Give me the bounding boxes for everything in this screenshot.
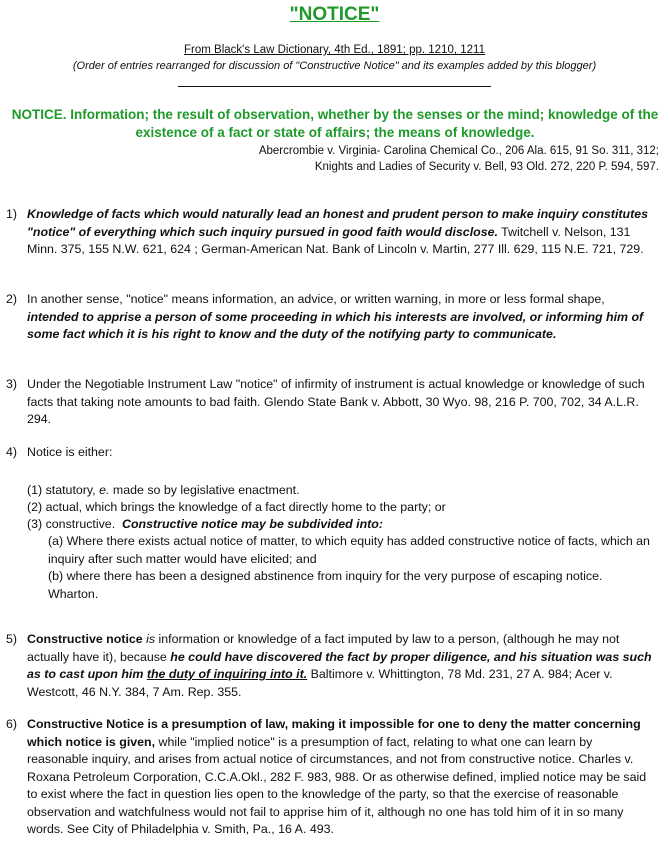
item-1-emphasis: Knowledge of facts which would naturally lead an honest and prudent person to make inquiry constitutes "notice" of everything which such inquiry pursued in good faith would disclose.	[27, 207, 648, 239]
divider	[178, 86, 491, 87]
item-4-actual: (2) actual, which brings the knowledge of a fact directly home to the party; or	[27, 500, 446, 514]
item-number: 3)	[6, 377, 18, 391]
item-4-subitem-b: (b) where there has been a designed abstinence from inquiry for the very purpose of escaping notice. Wharton.	[48, 569, 603, 601]
item-number: 4)	[6, 445, 18, 459]
item-5-lead: Constructive notice	[27, 632, 143, 646]
definition-citation-1: Abercrombie v. Virginia- Carolina Chemical Co., 206 Ala. 615, 91 So. 311, 312;	[258, 145, 659, 157]
item-1-citation: Twitchell v. Nelson, 131 Minn. 375, 155 N.W. 621, 624 ; German-American Nat. Bank of Lincoln v. Martin, 277 Ill. 629, 115 N.E. 721, 729.	[27, 224, 644, 256]
item-number: 5)	[6, 632, 18, 646]
definition-citation-2: Knights and Ladies of Security v. Bell, 93 Old. 272, 220 P. 594, 597.	[314, 161, 659, 173]
item-number: 6)	[6, 717, 18, 731]
list-item-1	[6, 206, 656, 259]
source-note: (Order of entries rearranged for discussion of "Constructive Notice" and its examples added by this blogger)	[72, 60, 597, 72]
list-item-3	[6, 376, 656, 429]
list-item-6	[6, 716, 656, 839]
source-line-text: From Black's Law Dictionary, 4th Ed., 1891; pp. 1210, 1211	[184, 44, 485, 56]
list-item-5	[6, 631, 656, 701]
item-4-statutory-label: (1) statutory,	[27, 483, 96, 497]
item-4-statutory	[27, 482, 657, 500]
item-4-statutory-abbr: e.	[99, 483, 110, 497]
item-5-emphasis: he could have discovered the fact by proper diligence, and his situation was such as to cast upon him	[27, 649, 652, 681]
item-5-is: is	[146, 632, 156, 646]
list-item-2	[6, 291, 656, 344]
item-6-lead: Constructive Notice is a presumption of law, making it impossible for one to deny the matter concerning which notice is given,	[27, 717, 641, 749]
page-title: "NOTICE"	[289, 4, 380, 25]
definition-text: NOTICE. Information; the result of observation, whether by the senses or the mind; knowledge of the existence of a fact or state of affairs; the means of knowledge.	[11, 107, 659, 140]
item-5-citation: Baltimore v. Whittington, 78 Md. 231, 27 A. 984; Acer v. Westcott, 46 N.Y. 384, 7 Am. Rep. 355.	[27, 667, 613, 699]
item-2-emphasis: intended to apprise a person of some proceeding in which his interests are involved, or informing him of some fact which it is his right to know and the duty of the notifying party to communicate.	[27, 309, 644, 341]
item-4-constructive-emphasis: Constructive notice may be subdivided into:	[122, 517, 383, 531]
item-4-constructive	[27, 516, 657, 534]
item-4-statutory-text: made so by legislative enactment.	[112, 483, 300, 497]
list-item-4	[6, 444, 656, 462]
item-3-text: Under the Negotiable Instrument Law "notice" of infirmity of instrument is actual knowledge or knowledge of such facts that taking note amounts to bad faith. Glendo State Bank v. Abbott, 30 Wyo. 98, 216 P. 700, 702, 34 A.L.R. 294.	[27, 377, 645, 426]
item-5-text: information or knowledge of a fact imputed by law to a person, (although he may not actually have it), because	[27, 632, 620, 664]
item-5-emphasis-underlined: the duty of inquiring into it.	[146, 667, 308, 681]
item-2-text: In another sense, "notice" means information, an advice, or written warning, in more or less formal shape,	[27, 292, 605, 306]
item-4-intro: Notice is either:	[27, 445, 113, 459]
item-4-subitem-a: (a) Where there exists actual notice of matter, to which equity has added constructive notice of facts, which an inquiry after such matter would have elicited; and	[48, 534, 650, 566]
item-number: 1)	[6, 207, 18, 221]
item-4-constructive-label: (3) constructive.	[27, 517, 116, 531]
source-line	[0, 44, 669, 56]
item-number: 2)	[6, 292, 18, 306]
item-6-text: while "implied notice" is a presumption of fact, relating to what one can learn by reasonable inquiry, and arises from actual notice of circumstances, and not from constructive notice. Charles v. Roxana Petroleum Corporation, C.C.A.Okl., 282 F. 983, 988. Or as otherwise defined, implied notice may be said to exist where the fact in question lies open to the knowledge of the party, so that the exercise of reasonable observation and watchfulness would not fail to apprise him of it, although no one has told him of it in so many words. See City of Philadelphia v. Smith, Pa., 16 A. 493.	[27, 734, 647, 836]
